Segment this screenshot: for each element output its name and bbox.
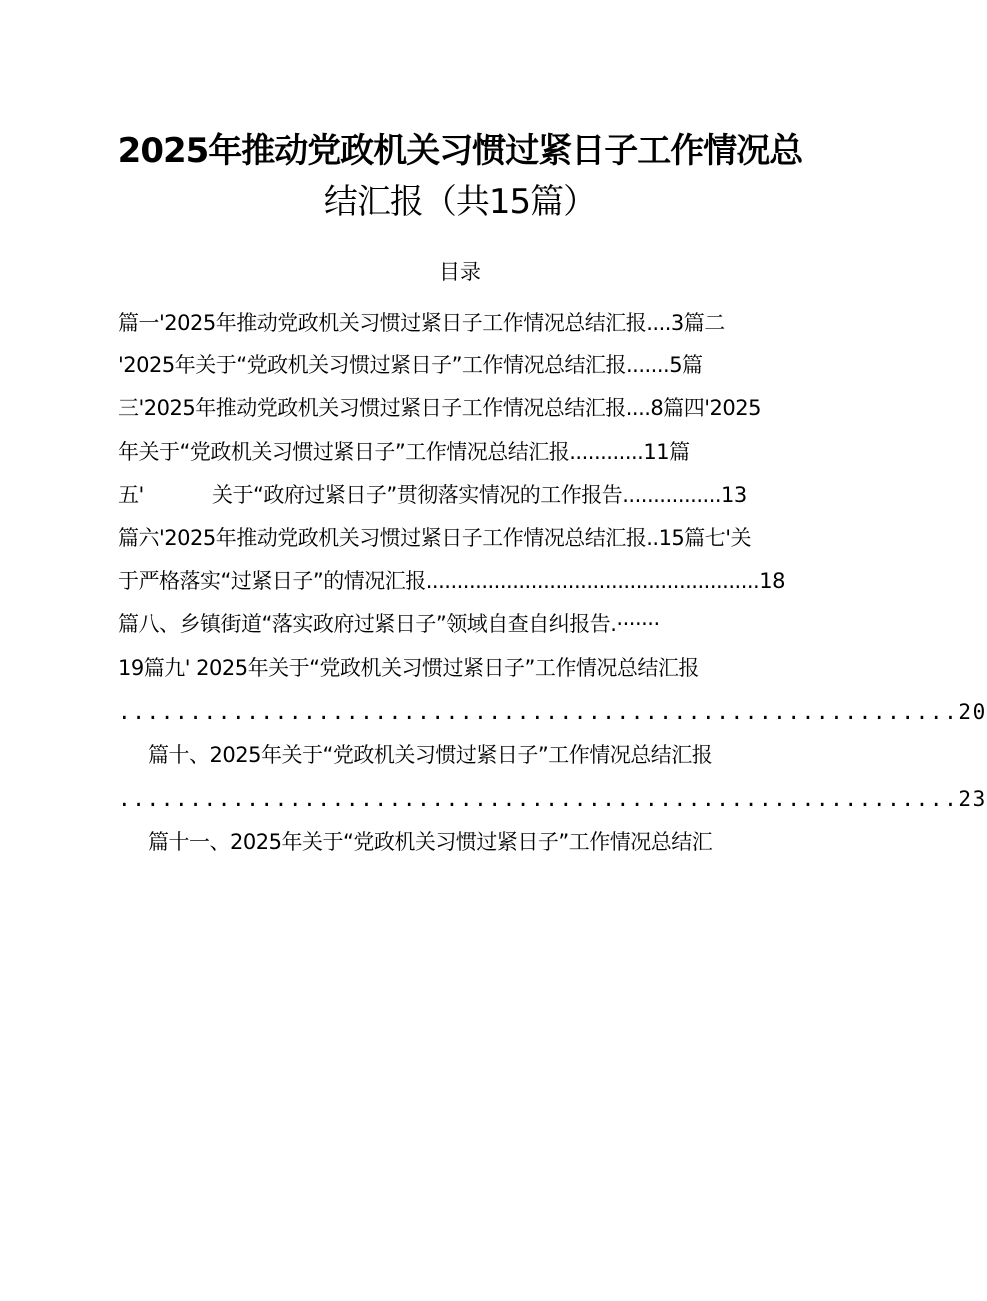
toc-line: 三'2025年推动党政机关习惯过紧日子工作情况总结汇报....8篇四'2025: [118, 396, 761, 420]
toc-line: 19篇九' 2025年关于“党政机关习惯过紧日子”工作情况总结汇报: [118, 656, 699, 680]
toc-dot-leader: ...........................................................20: [118, 700, 987, 724]
toc-line: 关于“政府过紧日子”贯彻落实情况的工作报告................13: [212, 483, 747, 507]
toc-line: 年关于“党政机关习惯过紧日子”工作情况总结汇报............11篇: [118, 440, 690, 464]
toc-line: 于严格落实“过紧日子”的情况汇报......................................................18: [118, 569, 785, 593]
toc-dot-leader: ...........................................................23: [118, 787, 987, 811]
toc-line: 篇六'2025年推动党政机关习惯过紧日子工作情况总结汇报..15篇七'关: [118, 526, 752, 550]
document-title-line-1: 2025年推动党政机关习惯过紧日子工作情况总: [117, 131, 803, 171]
toc-line: 篇十一、2025年关于“党政机关习惯过紧日子”工作情况总结汇: [148, 830, 713, 854]
toc-heading: 目录: [439, 260, 481, 284]
toc-line: 篇十、2025年关于“党政机关习惯过紧日子”工作情况总结汇报: [148, 743, 713, 767]
toc-line: 篇一'2025年推动党政机关习惯过紧日子工作情况总结汇报....3篇二: [118, 311, 725, 335]
toc-line: '2025年关于“党政机关习惯过紧日子”工作情况总结汇报.......5篇: [118, 353, 703, 377]
document-title-line-2: 结汇报（共15篇）: [323, 182, 597, 222]
toc-line: 篇八、乡镇街道“落实政府过紧日子”领域自查自纠报告.·······: [118, 612, 660, 636]
toc-line-prefix: 五': [118, 483, 144, 507]
